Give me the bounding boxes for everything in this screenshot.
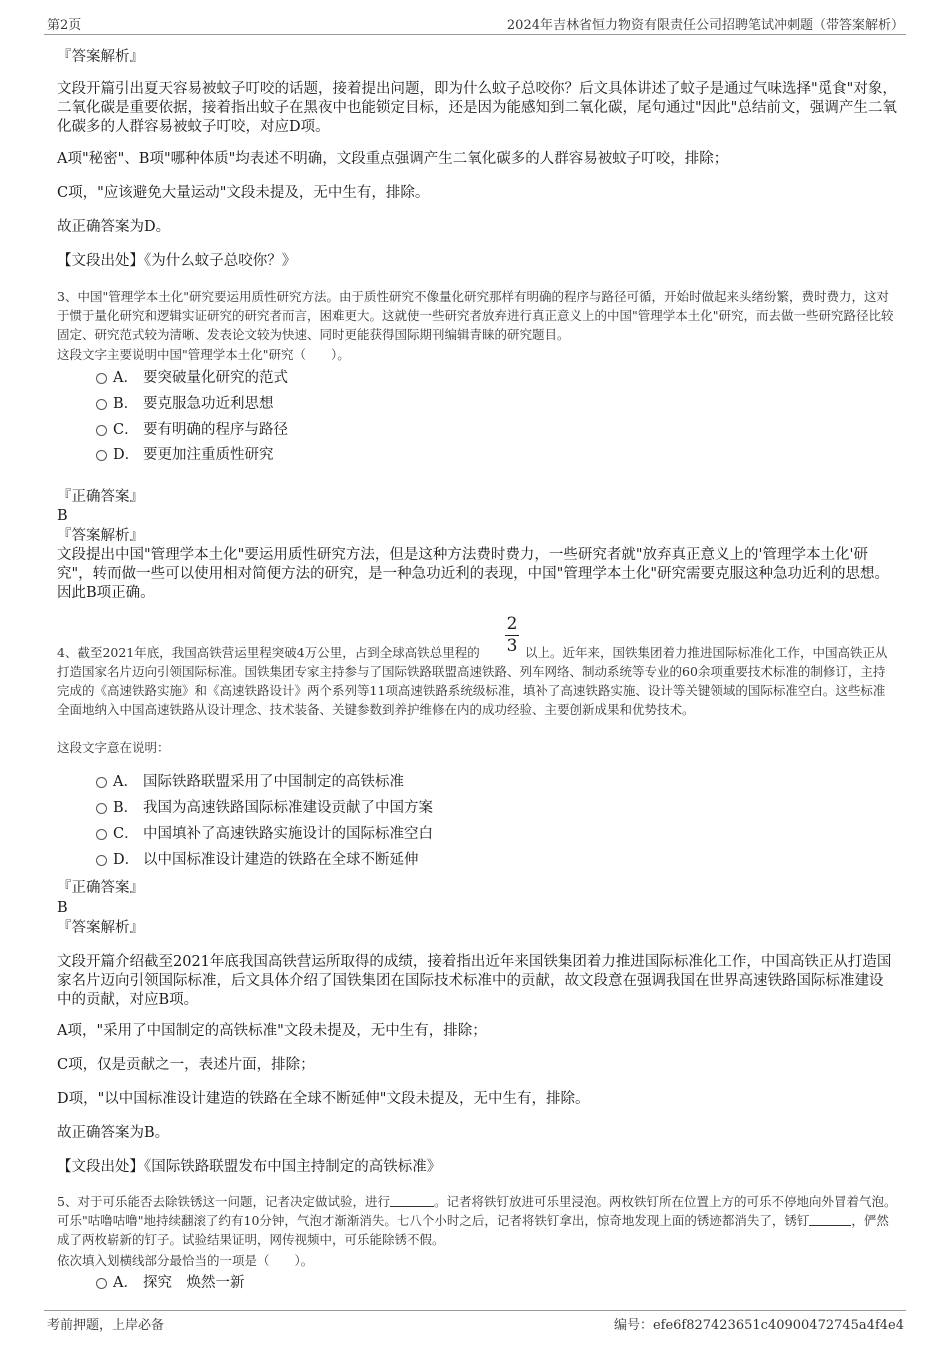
q5-question: 依次填入划横线部分最恰当的一项是（ ）。 bbox=[57, 1253, 314, 1268]
q2-analysis-p3: C项，"应该避免大量运动"文段未提及，无中生有，排除。 bbox=[57, 185, 430, 201]
q4-analysis-p5: 故正确答案为B。 bbox=[57, 1125, 170, 1141]
radio-icon[interactable] bbox=[96, 399, 107, 410]
q5-option-a[interactable]: A． 探究 焕然一新 bbox=[96, 1274, 245, 1293]
q3-option-a[interactable]: A． 要突破量化研究的范式 bbox=[96, 369, 288, 388]
page-number: 第2页 bbox=[47, 18, 82, 33]
fill-blank-1[interactable] bbox=[390, 1194, 434, 1207]
q4-option-d[interactable]: D． 以中国标准设计建造的铁路在全球不断延伸 bbox=[96, 851, 419, 870]
radio-icon[interactable] bbox=[96, 373, 107, 384]
q3-answer-heading: 『正确答案』 bbox=[57, 489, 144, 505]
q4-source: 【文段出处】《国际铁路联盟发布中国主持制定的高铁标准》 bbox=[57, 1159, 442, 1175]
q3-option-d[interactable]: D． 要更加注重质性研究 bbox=[96, 446, 274, 465]
q4-option-a[interactable]: A． 国际铁路联盟采用了中国制定的高铁标准 bbox=[96, 773, 404, 792]
q3-analysis-heading: 『答案解析』 bbox=[57, 528, 144, 544]
footer-code: 编号：efe6f827423651c40900472745a4f4e4 bbox=[613, 1318, 904, 1333]
q2-analysis-p1: 文段开篇引出夏天容易被蚊子叮咬的话题，接着提出问题，即为什么蚊子总咬你？后文具体讲述了蚊子是通过气味选择"觅食"对象，二氧化碳是重要依据，接着指出蚊子在黑夜中也能锁定目标，还是因为能感知到二氧化碳，尾句通过"因此"总结前文，强调产生二氧化碳多的人群容易被蚊子叮咬，对应D项。 bbox=[57, 81, 897, 135]
q4-analysis-p4: D项，"以中国标准设计建造的铁路在全球不断延伸"文段未提及，无中生有，排除。 bbox=[57, 1091, 590, 1107]
radio-icon[interactable] bbox=[96, 803, 107, 814]
q4-analysis-p1: 文段开篇介绍截至2021年底我国高铁营运所取得的成绩，接着指出近年来国铁集团着力推进国际标准化工作，中国高铁正从打造国家名片迈向引领国际标准，后文具体介绍了国铁集团在国际技术标准中的贡献，故文段意在强调我国在世界高速铁路国际标准建设中的贡献，对应B项。 bbox=[57, 954, 892, 1008]
q4-option-b[interactable]: B． 我国为高速铁路国际标准建设贡献了中国方案 bbox=[96, 799, 433, 818]
q2-analysis-p4: 故正确答案为D。 bbox=[57, 219, 171, 235]
radio-icon[interactable] bbox=[96, 450, 107, 461]
q3-analysis: 文段提出中国"管理学本土化"要运用质性研究方法，但是这种方法费时费力，一些研究者就"放弃真正意义上的'管理学本土化'研究"，转而做一些可以使用相对简便方法的研究，是一种急功近利的表现，中国"管理学本土化"研究需要克服这种急功近利的思想。因此B项正确。 bbox=[57, 547, 890, 601]
q3-stem: 3、中国"管理学本土化"研究要运用质性研究方法。由于质性研究不像量化研究那样有明确的程序与路径可循，开始时做起来头绪纷繁，费时费力，这对于惯于量化研究和逻辑实证研究的研究者而言，困难更大。这就使一些研究者放弃进行真正意义上的中国"管理学本土化"研究，而去做一些研究路径比较固定、研究范式较为清晰、发表论文较为快速、同时更能获得国际期刊编辑青睐的研究题目。 bbox=[57, 289, 894, 342]
q4-answer-heading: 『正确答案』 bbox=[57, 880, 144, 896]
footer-slogan: 考前押题，上岸必备 bbox=[47, 1318, 165, 1333]
radio-icon[interactable] bbox=[96, 1278, 107, 1289]
q3-option-c[interactable]: C． 要有明确的程序与路径 bbox=[96, 421, 288, 440]
q4-option-c[interactable]: C． 中国填补了高速铁路实施设计的国际标准空白 bbox=[96, 825, 433, 844]
radio-icon[interactable] bbox=[96, 425, 107, 436]
radio-icon[interactable] bbox=[96, 855, 107, 866]
radio-icon[interactable] bbox=[96, 777, 107, 788]
q4-analysis-p2: A项，"采用了中国制定的高铁标准"文段未提及，无中生有，排除； bbox=[57, 1023, 487, 1039]
q5-stem: 5、对于可乐能否去除铁锈这一问题，记者决定做试验，进行 。记者将铁钉放进可乐里浸泡。两枚铁钉所在位置上方的可乐不停地向外冒着气泡。可乐"咕噜咕噜"地持续翻滚了约有10分钟，气泡才渐渐消失。七八个小时之后，记者将铁钉拿出，惊奇地发现上面的锈迹都消失了，锈钉 ，俨然成了两枚崭新的钉子。试验结果证明，网传视频中，可乐能除锈不假。 bbox=[57, 1194, 897, 1247]
q3-answer: B bbox=[57, 508, 68, 524]
q2-analysis-p2: A项"秘密"、B项"哪种体质"均表述不明确，文段重点强调产生二氧化碳多的人群容易被蚊子叮咬，排除； bbox=[57, 151, 729, 167]
q4-answer: B bbox=[57, 900, 68, 916]
page-header bbox=[0, 0, 950, 36]
q4-stem-rest: 以上。近年来，国铁集团着力推进国际标准化工作，中国高铁正从打造国家名片迈向引领国际标准。国铁集团专家主持参与了国际铁路联盟高速铁路、列车网络、制动系统等专业的60余项重要技术标准的制修订，主持完成的《高速铁路实施》和《高速铁路设计》两个系列等11项高速铁路系统级标准，填补了高速铁路实施、设计等关键领域的国际标准空白。这些标准全面地纳入中国高速铁路从设计理念、技术装备、关键参数到养护维修在内的成功经验、主要创新成果和优势技术。 bbox=[57, 645, 888, 717]
q3-question: 这段文字主要说明中国"管理学本土化"研究（ ）。 bbox=[57, 347, 350, 362]
fill-blank-2[interactable] bbox=[809, 1213, 851, 1226]
q4-analysis-heading: 『答案解析』 bbox=[57, 920, 144, 936]
fraction-numerator: 2 bbox=[506, 614, 518, 634]
q3-option-b[interactable]: B． 要克服急功近利思想 bbox=[96, 395, 274, 414]
header-divider bbox=[44, 34, 906, 35]
q2-source: 【文段出处】《为什么蚊子总咬你？》 bbox=[57, 253, 297, 269]
q4-stem-start: 4、截至2021年底，我国高铁营运里程突破4万公里，占到全球高铁总里程的 bbox=[57, 645, 480, 660]
document-title: 2024年吉林省恒力物资有限责任公司招聘笔试冲刺题（带答案解析） bbox=[506, 18, 904, 33]
q4-analysis-p3: C项，仅是贡献之一，表述片面，排除； bbox=[57, 1057, 315, 1073]
q2-analysis-heading: 『答案解析』 bbox=[57, 49, 144, 65]
fraction-denominator: 3 bbox=[506, 636, 518, 656]
radio-icon[interactable] bbox=[96, 829, 107, 840]
q4-question: 这段文字意在说明： bbox=[57, 740, 170, 755]
footer-divider bbox=[44, 1310, 906, 1311]
